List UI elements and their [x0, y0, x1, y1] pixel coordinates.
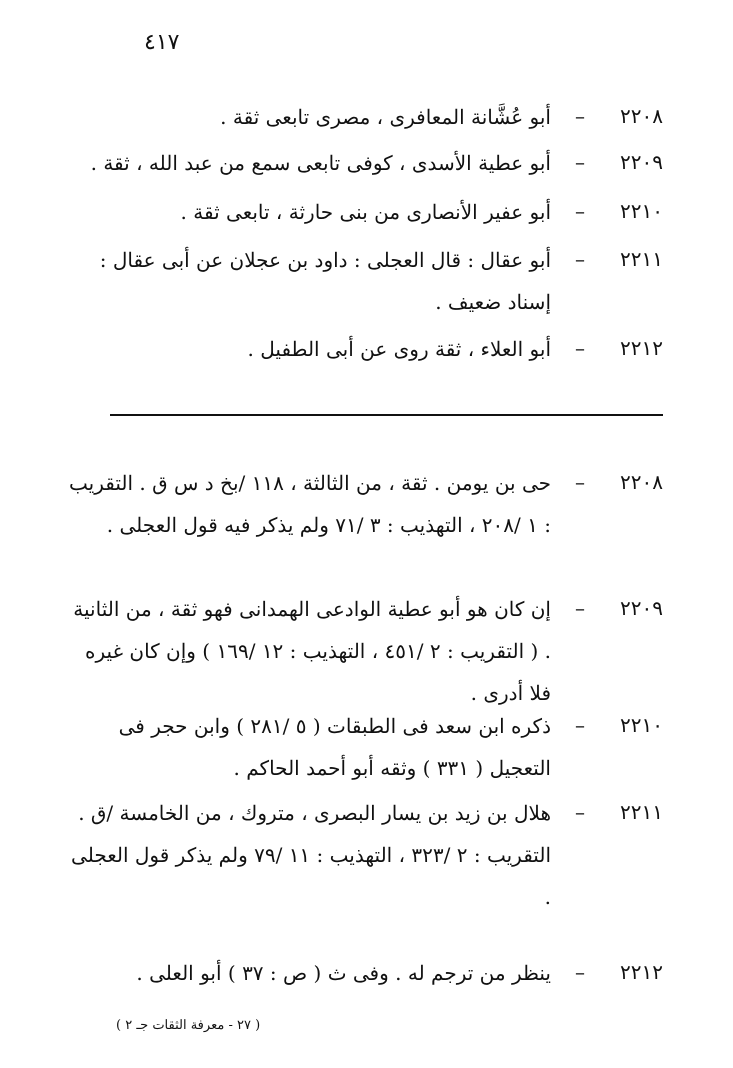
page-number: ٤١٧: [144, 30, 180, 55]
entry-text: أبو عطية الأسدى ، كوفى تابعى سمع من عبد الله ، ثقة .: [90, 151, 551, 175]
entry-number: ٢٢١٢: [620, 336, 663, 360]
footnote-text: إن كان هو أبو عطية الوادعى الهمدانى فهو ثقة ، من الثانية . ( التقريب : ٢ /٤٥١ ، التهذيب : ١٢ /١٦٩ ) وإن كان غيره فلا أدرى .: [73, 597, 551, 705]
entry-dash: –: [575, 150, 585, 174]
entry-text: أبو عقال : قال العجلى : داود بن عجلان عن أبى عقال : إسناد ضعيف .: [99, 248, 551, 314]
footnote-dash: –: [575, 960, 585, 984]
footer-signature: ( ٢٧ - معرفة الثقات جـ ٢ ): [116, 1018, 261, 1033]
entry-dash: –: [575, 336, 585, 360]
footnote-dash: –: [575, 800, 585, 824]
footnote-number: ٢٢٠٨: [620, 470, 663, 494]
entry-number: ٢٢١٠: [620, 199, 663, 223]
entry-dash: –: [575, 104, 585, 128]
footnote-number: ٢٢١١: [620, 800, 663, 824]
footnote-text: حى بن يومن . ثقة ، من الثالثة ، ١١٨ /بخ د س ق . التقريب : ١ /٢٠٨ ، التهذيب : ٣ /٧١ ولم يذكر فيه قول العجلى .: [69, 471, 551, 537]
footnote-text: ذكره ابن سعد فى الطبقات ( ٥ /٢٨١ ) وابن حجر فى التعجيل ( ٣٣١ ) وثقه أبو أحمد الحاكم .: [118, 714, 551, 780]
footnote-number: ٢٢٠٩: [620, 596, 663, 620]
footnote-number: ٢٢١٠: [620, 713, 663, 737]
footnote-divider: [110, 414, 663, 416]
entry-text: أبو عُشَّانة المعافرى ، مصرى تابعى ثقة .: [220, 105, 551, 129]
entry-dash: –: [575, 247, 585, 271]
entry-text: أبو عفير الأنصارى من بنى حارثة ، تابعى ثقة .: [180, 200, 551, 224]
entry-dash: –: [575, 199, 585, 223]
entry-number: ٢٢٠٩: [620, 150, 663, 174]
entry-number: ٢٢١١: [620, 247, 663, 271]
footnote-dash: –: [575, 596, 585, 620]
footnote-dash: –: [575, 470, 585, 494]
footnote-number: ٢٢١٢: [620, 960, 663, 984]
entry-number: ٢٢٠٨: [620, 104, 663, 128]
footnote-dash: –: [575, 713, 585, 737]
entry-text: أبو العلاء ، ثقة روى عن أبى الطفيل .: [247, 337, 551, 361]
footnote-text: هلال بن زيد بن يسار البصرى ، متروك ، من الخامسة /ق . التقريب : ٢ /٣٢٣ ، التهذيب : ١١ /٧٩ ولم يذكر قول العجلى .: [71, 801, 551, 909]
footnote-text: ينظر من ترجم له . وفى ث ( ص : ٣٧ ) أبو العلى .: [136, 961, 551, 985]
